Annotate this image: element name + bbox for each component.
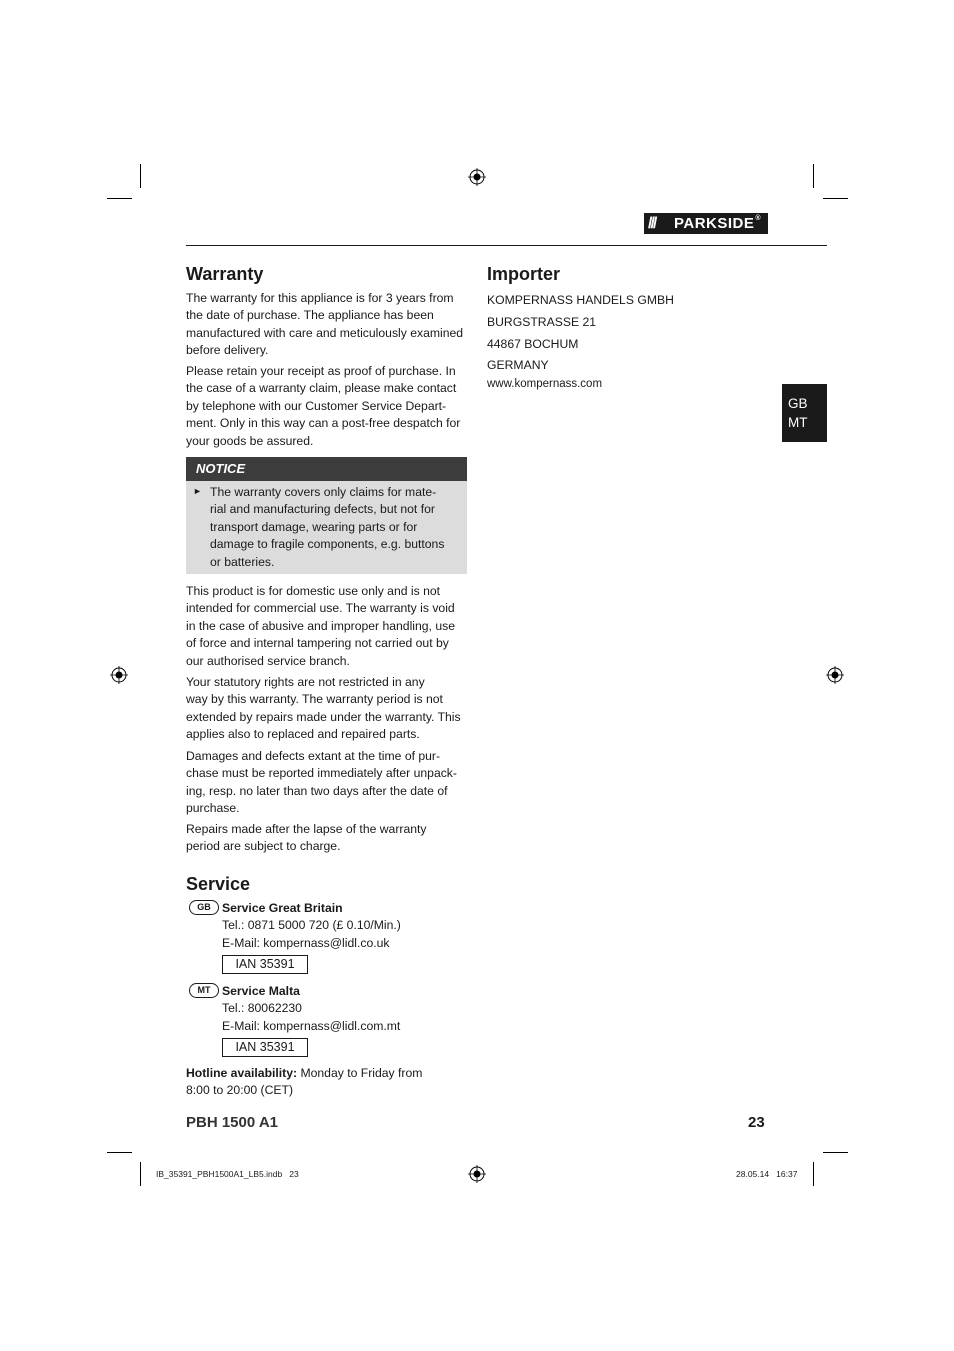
header-rule [186,245,827,246]
warranty-paragraph-3 [186,583,471,670]
service-gb-title: Service Great Britain [222,901,343,915]
importer-website: www.kompernass.com [487,378,603,390]
warranty-paragraph-1 [186,290,471,360]
notice-text [210,484,460,571]
hotline-days: Monday to Friday from [300,1066,423,1080]
hotline-label: Hotline availability: [186,1066,298,1080]
notice-header [186,457,467,481]
service-mt-email: E-Mail: kompernass@lidl.com.mt [222,1018,401,1033]
text-line: of force and internal tampering not carried out by [186,636,449,651]
address-line: KOMPERNASS HANDELS GMBH [487,293,674,307]
logo-brand [670,215,761,232]
text-line: This product is for domestic use only and is not [186,584,441,598]
text-line: damage to fragile components, e.g. buttons [210,537,445,552]
service-gb-block [222,900,482,952]
text-line: rial and manufacturing defects, but not for [210,502,435,517]
logo-slashes: /// [648,214,656,232]
crop-mark [140,1162,141,1186]
crop-mark [107,198,132,199]
crop-mark [140,164,141,188]
print-slug-date: 28.05.14 16:37 [736,1169,798,1179]
text-line: the date of purchase. The appliance has been [186,308,434,323]
warranty-paragraph-6 [186,821,471,856]
registration-mark-icon [468,168,486,186]
text-line: manufactured with care and meticulously examined [186,325,464,340]
language-code: MT [788,415,808,430]
text-line: Your statutory rights are not restricted in any [186,675,425,689]
text-line: chase must be reported immediately after unpack- [186,766,457,781]
text-line: purchase. [186,801,240,816]
warranty-heading: Warranty [186,264,264,284]
importer-heading: Importer [487,264,561,284]
text-line: The warranty covers only claims for mate- [210,485,437,499]
text-line: Repairs made after the lapse of the warranty [186,822,427,836]
service-gb-email: E-Mail: kompernass@lidl.co.uk [222,935,390,950]
crop-mark [107,1152,132,1153]
text-line: your goods be assured. [186,433,314,448]
text-line: applies also to replaced and repaired parts. [186,727,420,742]
text-line: The warranty for this appliance is for 3 years from [186,291,454,305]
service-mt-title: Service Malta [222,984,300,998]
footer-model: PBH 1500 A1 [186,1114,278,1131]
hotline-line-2: 8:00 to 20:00 (CET) [186,1083,294,1098]
crop-mark [813,1162,814,1186]
address-line: BURGSTRASSE 21 [487,314,597,329]
bullet-arrow-icon: ► [193,486,202,496]
service-heading: Service [186,874,251,894]
ian-box-gb: IAN 35391 [222,955,308,974]
crop-mark [823,198,848,199]
text-line: by telephone with our Customer Service Depart- [186,398,447,413]
warranty-paragraph-2 [186,363,471,450]
warranty-paragraph-4 [186,674,471,744]
text-line: transport damage, wearing parts or for [210,519,418,534]
importer-address [487,290,747,377]
print-slug-file: IB_35391_PBH1500A1_LB5.indb 23 [156,1169,299,1179]
text-line: way by this warranty. The warranty period is not [186,692,443,707]
logo-registered-mark: ® [755,215,762,222]
notice-box [186,481,467,574]
text-line: ing, resp. no later than two days after the date of [186,783,448,798]
address-line: 44867 BOCHUM [487,336,579,351]
hotline-availability [186,1065,471,1100]
logo-brand-text: PARKSIDE [674,215,755,232]
text-line: the case of a warranty claim, please make contact [186,381,457,396]
text-line: Please retain your receipt as proof of purchase. In [186,364,456,378]
notice-title: NOTICE [196,461,246,476]
warranty-paragraph-5 [186,748,471,818]
page-number: 23 [748,1114,765,1131]
service-mt-block [222,983,482,1035]
language-code: GB [788,396,808,411]
text-line: period are subject to charge. [186,839,341,854]
text-line: in the case of abusive and improper handling, use [186,618,455,633]
mt-country-badge: MT [189,983,219,998]
crop-mark [823,1152,848,1153]
crop-mark [813,164,814,188]
language-tab [782,384,827,442]
hotline-line-1 [186,1065,471,1082]
text-line: intended for commercial use. The warranty is void [186,601,455,616]
gb-country-badge: GB [189,900,219,915]
text-line: before delivery. [186,343,269,358]
service-mt-tel: Tel.: 80062230 [222,1001,302,1016]
text-line: ment. Only in this way can a post-free despatch for [186,416,461,431]
address-line: GERMANY [487,358,549,373]
registration-mark-icon [826,666,844,684]
registration-mark-icon [110,666,128,684]
text-line: our authorised service branch. [186,653,350,668]
text-line: or batteries. [210,554,275,569]
text-line: extended by repairs made under the warranty. This [186,709,461,724]
ian-box-mt: IAN 35391 [222,1038,308,1057]
service-gb-tel: Tel.: 0871 5000 720 (£ 0.10/Min.) [222,918,401,933]
parkside-logo [644,213,768,234]
registration-mark-icon [468,1165,486,1183]
text-line: Damages and defects extant at the time of pur- [186,749,441,763]
